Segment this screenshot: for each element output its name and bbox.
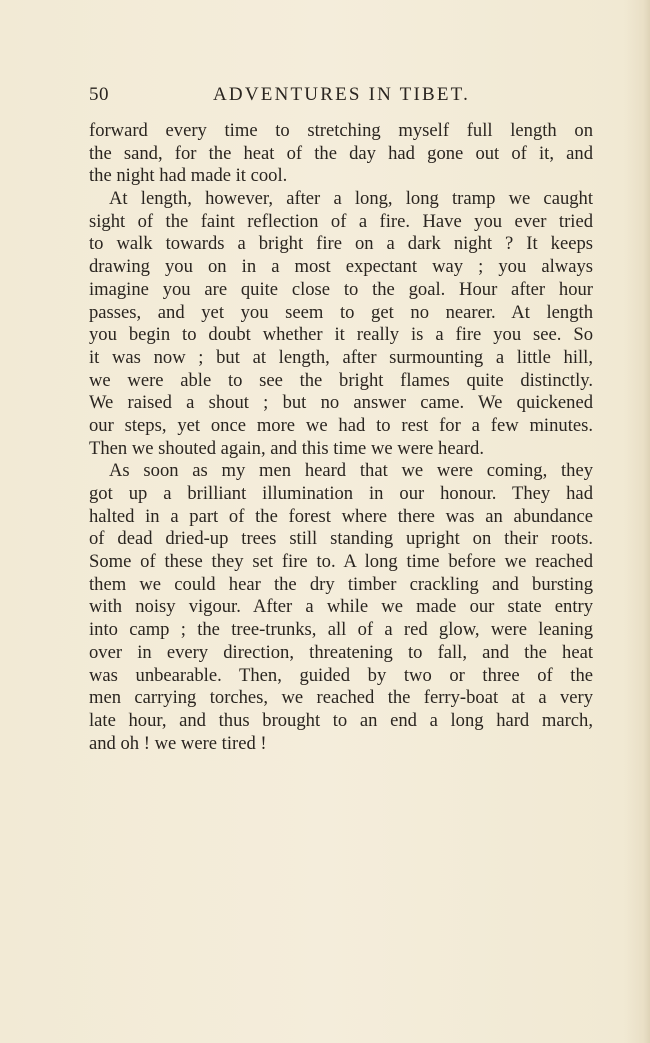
- text-line: it was now ; but at length, after surmounting a little hill,: [89, 346, 593, 368]
- text-line: we were able to see the bright flames quite distinctly.: [89, 369, 593, 391]
- text-line: with noisy vigour. After a while we made our state entry: [89, 596, 593, 618]
- text-line: our steps, yet once more we had to rest for a few minutes.: [89, 414, 593, 436]
- text-line: into camp ; the tree-trunks, all of a red glow, were leaning: [89, 619, 593, 641]
- text-line: over in every direction, threatening to fall, and the heat: [89, 641, 593, 663]
- text-line: Some of these they set fire to. A long time before we reached: [89, 551, 593, 573]
- text-line: sight of the faint reflection of a fire. Have you ever tried: [89, 210, 593, 232]
- text-line: imagine you are quite close to the goal. Hour after hour: [89, 278, 593, 300]
- text-line: got up a brilliant illumination in our honour. They had: [89, 483, 593, 504]
- text-line: men carrying torches, we reached the ferry-boat at a very: [89, 687, 593, 709]
- text-line: drawing you on in a most expectant way ; you always: [89, 256, 593, 278]
- body-text: [89, 120, 593, 755]
- running-title: ADVENTURES IN TIBET.: [213, 84, 471, 105]
- text-line: passes, and yet you seem to get no nearer. At length: [89, 301, 593, 323]
- page-number: 50: [89, 84, 109, 105]
- paragraph-start-line: At length, however, after a long, long tramp we caught: [109, 188, 593, 210]
- paragraph-end-line: Then we shouted again, and this time we were heard.: [89, 437, 484, 459]
- paragraph-end-line: the night had made it cool.: [89, 165, 288, 187]
- text-line: We raised a shout ; but no answer came. We quickened: [89, 392, 593, 414]
- text-line: them we could hear the dry timber crackling and bursting: [89, 573, 593, 595]
- text-line: the sand, for the heat of the day had gone out of it, and: [89, 142, 593, 164]
- text-line: to walk towards a bright fire on a dark night ? It keeps: [89, 233, 593, 255]
- text-line: of dead dried-up trees still standing upright on their roots.: [89, 528, 593, 550]
- text-line: was unbearable. Then, guided by two or three of the: [89, 664, 593, 686]
- paragraph-end-line: and oh ! we were tired !: [89, 732, 267, 754]
- paragraph-start-line: As soon as my men heard that we were coming, they: [109, 460, 593, 482]
- text-line: forward every time to stretching myself full length on: [89, 120, 593, 141]
- text-line: halted in a part of the forest where there was an abundance: [89, 505, 593, 527]
- page-header: [89, 84, 593, 110]
- text-line: you begin to doubt whether it really is a fire you see. So: [89, 324, 593, 346]
- text-line: late hour, and thus brought to an end a long hard march,: [89, 709, 593, 731]
